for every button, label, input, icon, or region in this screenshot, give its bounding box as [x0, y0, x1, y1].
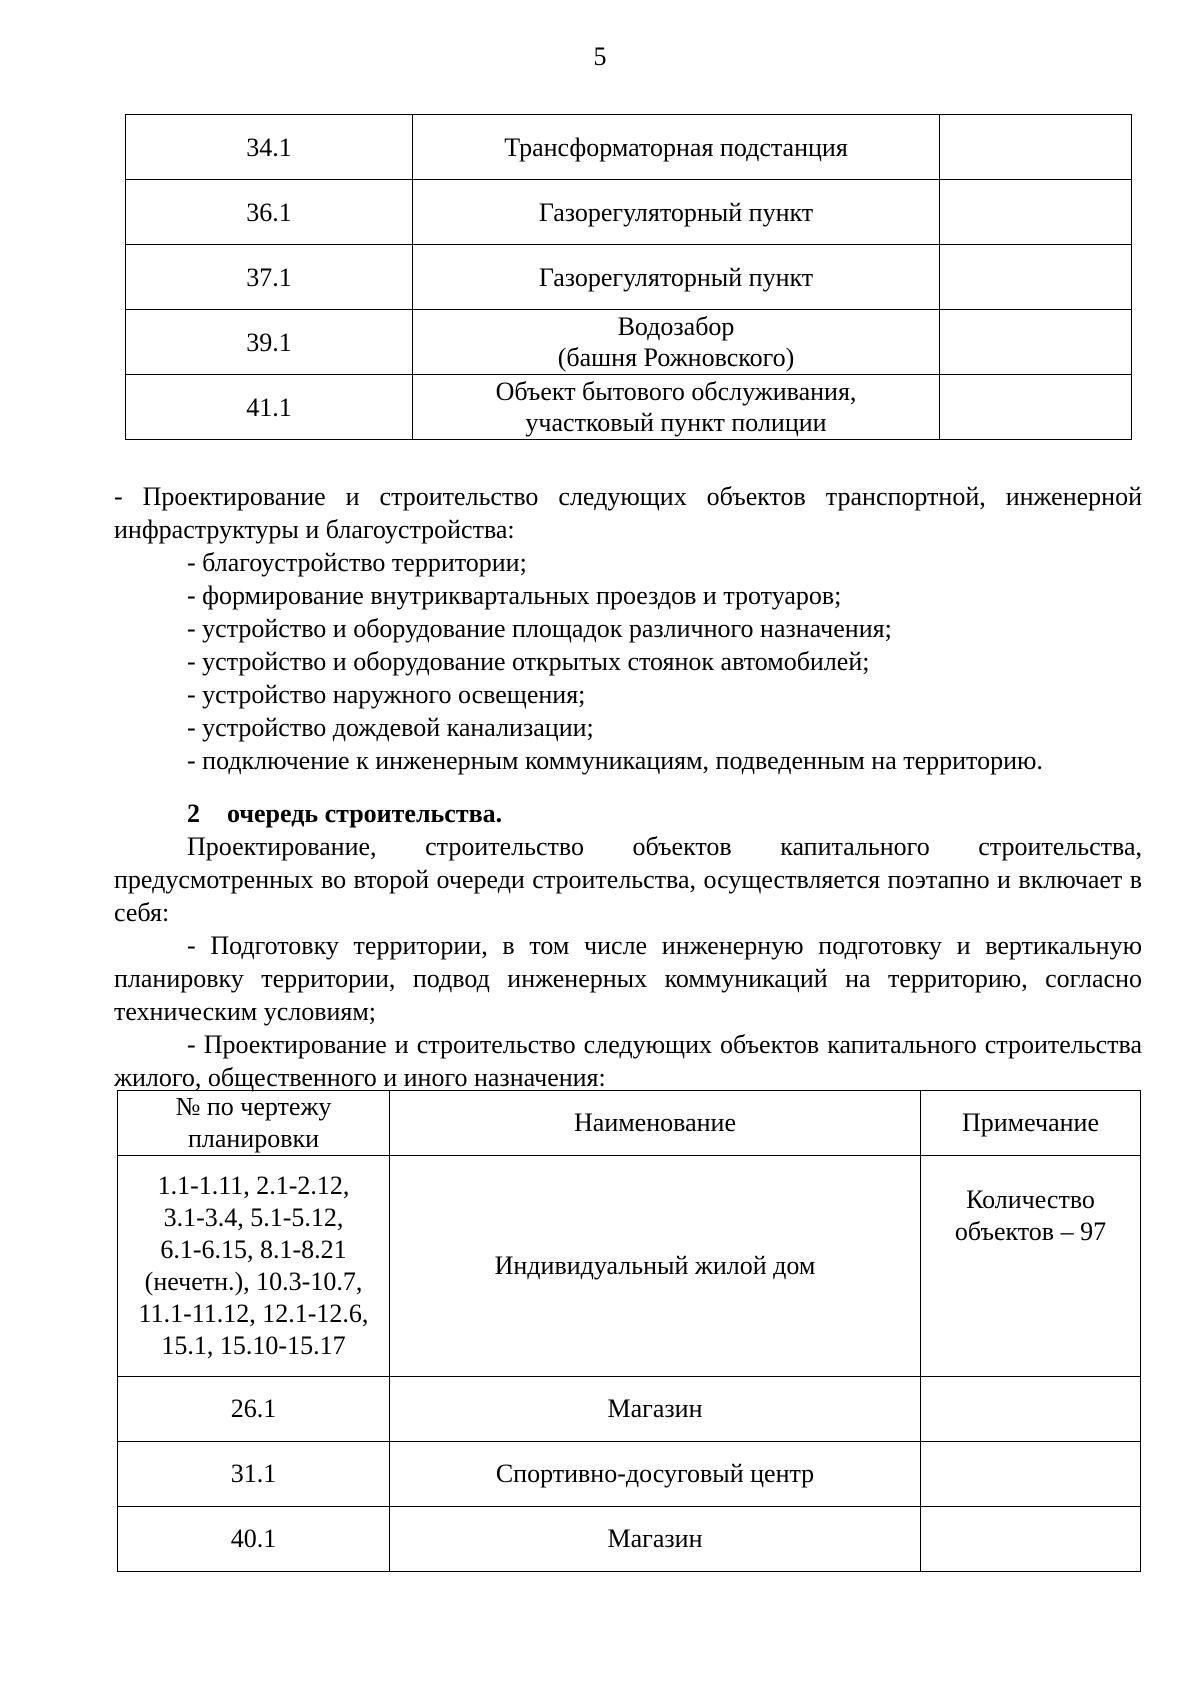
- object-number: 34.1: [126, 115, 413, 180]
- object-name: Водозабор (башня Рожновского): [413, 310, 940, 375]
- table-row: [126, 310, 1132, 375]
- object-note: [921, 1507, 1141, 1572]
- page-number: 5: [593, 42, 607, 71]
- object-number: 31.1: [118, 1442, 390, 1507]
- object-name: Индивидуальный жилой дом: [390, 1156, 921, 1377]
- object-name: Спортивно-досуговый центр: [390, 1442, 921, 1507]
- section-2-heading: [114, 797, 1142, 830]
- list-item: - формирование внутриквартальных проездов и тротуаров;: [187, 581, 842, 610]
- table-row: [118, 1442, 1141, 1507]
- table-header-row: [118, 1091, 1141, 1156]
- objects-table-2: [117, 1090, 1141, 1572]
- object-number: 1.1-1.11, 2.1-2.12, 3.1-3.4, 5.1-5.12, 6.1-6.15, 8.1-8.21 (нечетн.), 10.3-10.7, 11.1-11.12, 12.1-12.6, 15.1, 15.10-15.17: [118, 1156, 390, 1377]
- table-row: [118, 1156, 1141, 1377]
- object-name: Газорегуляторный пункт: [413, 180, 940, 245]
- object-number: 39.1: [126, 310, 413, 375]
- object-note: Количество объектов – 97: [921, 1156, 1141, 1377]
- list-item: - устройство дождевой канализации;: [187, 713, 594, 742]
- object-number: 40.1: [118, 1507, 390, 1572]
- table-row: [126, 180, 1132, 245]
- list-item: - устройство и оборудование открытых стоянок автомобилей;: [187, 647, 870, 676]
- object-note: [940, 115, 1132, 180]
- section-2-paragraph: - Подготовку территории, в том числе инженерную подготовку и вертикальную планировку территории, подвод инженерных коммуникаций на территорию, согласно техническим условиям;: [114, 931, 1142, 1026]
- list-item: - подключение к инженерным коммуникациям, подведенным на территорию.: [187, 746, 1043, 775]
- objects-table-1: [125, 114, 1132, 440]
- object-name: Трансформаторная подстанция: [413, 115, 940, 180]
- section-1-intro: - Проектирование и строительство следующих объектов транспортной, инженерной инфраструктуры и благоустройства:: [114, 482, 1142, 544]
- object-number: 36.1: [126, 180, 413, 245]
- object-number: 41.1: [126, 375, 413, 440]
- object-name: Магазин: [390, 1377, 921, 1442]
- section-2-paragraph: Проектирование, строительство объектов капитального строительства, предусмотренных во второй очереди строительства, осуществляется поэтапно и включает в себя:: [114, 832, 1142, 927]
- section-2-text: [114, 797, 1142, 1094]
- table-row: [126, 115, 1132, 180]
- list-item: - устройство наружного освещения;: [187, 680, 586, 709]
- list-item: - благоустройство территории;: [187, 548, 527, 577]
- object-name: Магазин: [390, 1507, 921, 1572]
- object-note: [940, 375, 1132, 440]
- section-2-paragraph: - Проектирование и строительство следующих объектов капитального строительства жилого, общественного и иного назначения:: [114, 1030, 1142, 1092]
- section-2-heading-text: очередь строительства.: [227, 799, 503, 828]
- object-note: [921, 1442, 1141, 1507]
- object-note: [940, 245, 1132, 310]
- table-row: [126, 375, 1132, 440]
- object-note: [940, 180, 1132, 245]
- object-note: [921, 1377, 1141, 1442]
- section-2-heading-number: 2: [187, 799, 200, 828]
- header-note: Примечание: [921, 1091, 1141, 1156]
- object-name: Газорегуляторный пункт: [413, 245, 940, 310]
- header-name: Наименование: [390, 1091, 921, 1156]
- table-row: [118, 1377, 1141, 1442]
- section-1-text: [114, 480, 1142, 777]
- object-number: 26.1: [118, 1377, 390, 1442]
- object-number: 37.1: [126, 245, 413, 310]
- object-note: [940, 310, 1132, 375]
- table-row: [126, 245, 1132, 310]
- list-item: - устройство и оборудование площадок различного назначения;: [187, 614, 892, 643]
- table-row: [118, 1507, 1141, 1572]
- header-number: № по чертежу планировки: [118, 1091, 390, 1156]
- object-name: Объект бытового обслуживания, участковый пункт полиции: [413, 375, 940, 440]
